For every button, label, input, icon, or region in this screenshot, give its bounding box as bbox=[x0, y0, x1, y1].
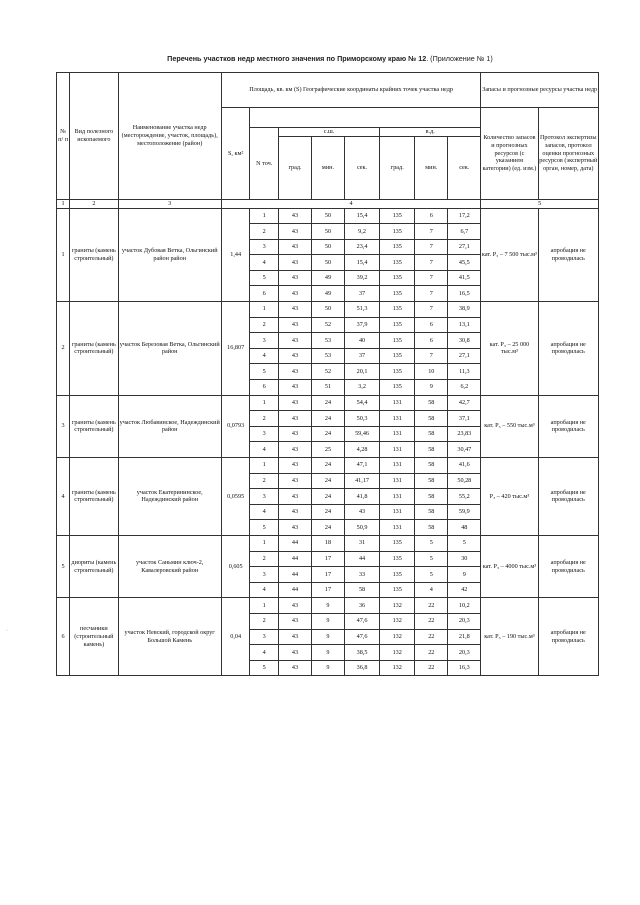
point-number: 2 bbox=[250, 551, 279, 567]
lon-seconds: 17,2 bbox=[448, 208, 481, 224]
lat-minutes: 24 bbox=[311, 458, 344, 474]
lat-degrees: 43 bbox=[279, 411, 312, 427]
site-number: 5 bbox=[57, 535, 70, 597]
lon-seconds: 10,2 bbox=[448, 598, 481, 614]
lon-minutes: 58 bbox=[415, 520, 448, 536]
lon-seconds: 30,8 bbox=[448, 333, 481, 349]
lat-seconds: 59,46 bbox=[344, 426, 379, 442]
header-lon-min: мин. bbox=[415, 136, 448, 199]
lat-minutes: 18 bbox=[311, 535, 344, 551]
lat-seconds: 23,4 bbox=[344, 239, 379, 255]
header-lat-deg: град. bbox=[279, 136, 312, 199]
lat-degrees: 43 bbox=[279, 645, 312, 661]
point-number: 6 bbox=[250, 380, 279, 396]
mineral-type: граниты (камень строительный) bbox=[70, 395, 118, 457]
lat-seconds: 50,9 bbox=[344, 520, 379, 536]
lon-minutes: 58 bbox=[415, 473, 448, 489]
lat-minutes: 9 bbox=[311, 598, 344, 614]
lon-minutes: 22 bbox=[415, 645, 448, 661]
lat-seconds: 40 bbox=[344, 333, 379, 349]
lat-seconds: 50,3 bbox=[344, 411, 379, 427]
lon-degrees: 132 bbox=[380, 613, 415, 629]
lon-minutes: 7 bbox=[415, 239, 448, 255]
point-number: 3 bbox=[250, 239, 279, 255]
lat-degrees: 43 bbox=[279, 255, 312, 271]
lat-seconds: 36,8 bbox=[344, 660, 379, 676]
lon-seconds: 30 bbox=[448, 551, 481, 567]
point-number: 3 bbox=[250, 567, 279, 583]
lon-seconds: 6,2 bbox=[448, 380, 481, 396]
lat-minutes: 24 bbox=[311, 504, 344, 520]
lat-minutes: 52 bbox=[311, 317, 344, 333]
lat-degrees: 43 bbox=[279, 395, 312, 411]
lon-seconds: 20,3 bbox=[448, 613, 481, 629]
lon-minutes: 7 bbox=[415, 270, 448, 286]
lon-seconds: 23,83 bbox=[448, 426, 481, 442]
site-name: участок Саньмин ключ-2, Кавалеровский район bbox=[118, 535, 221, 597]
lat-degrees: 43 bbox=[279, 302, 312, 318]
coordinate-row bbox=[57, 395, 599, 411]
lat-degrees: 43 bbox=[279, 239, 312, 255]
point-number: 3 bbox=[250, 426, 279, 442]
site-name: участок Любавинское, Надеждинский район bbox=[118, 395, 221, 457]
expert-protocol: апробация не проводилась bbox=[538, 395, 599, 457]
header-area-coords: Площадь, кв. км (S) Географические координаты крайних точек участка недр bbox=[221, 73, 480, 108]
header-lat-sec: сек. bbox=[344, 136, 379, 199]
site-area: 0,0793 bbox=[221, 395, 250, 457]
point-number: 5 bbox=[250, 270, 279, 286]
lon-degrees: 135 bbox=[380, 239, 415, 255]
column-number: 4 bbox=[221, 199, 480, 208]
header-lat-min: мин. bbox=[311, 136, 344, 199]
point-number: 1 bbox=[250, 395, 279, 411]
lat-degrees: 43 bbox=[279, 426, 312, 442]
lon-degrees: 135 bbox=[380, 582, 415, 598]
lon-degrees: 131 bbox=[380, 520, 415, 536]
lon-degrees: 131 bbox=[380, 458, 415, 474]
lon-seconds: 30,47 bbox=[448, 442, 481, 458]
mineral-type: граниты (камень строительный) bbox=[70, 208, 118, 302]
lon-degrees: 135 bbox=[380, 348, 415, 364]
site-area: 1,44 bbox=[221, 208, 250, 302]
lon-degrees: 131 bbox=[380, 426, 415, 442]
lon-minutes: 4 bbox=[415, 582, 448, 598]
lon-seconds: 48 bbox=[448, 520, 481, 536]
lat-minutes: 24 bbox=[311, 411, 344, 427]
lon-degrees: 135 bbox=[380, 317, 415, 333]
lat-degrees: 43 bbox=[279, 270, 312, 286]
site-area: 16,807 bbox=[221, 302, 250, 396]
lon-minutes: 22 bbox=[415, 660, 448, 676]
lon-degrees: 135 bbox=[380, 302, 415, 318]
lon-seconds: 38,9 bbox=[448, 302, 481, 318]
point-number: 1 bbox=[250, 458, 279, 474]
lon-minutes: 5 bbox=[415, 551, 448, 567]
lon-seconds: 27,1 bbox=[448, 239, 481, 255]
lon-degrees: 135 bbox=[380, 567, 415, 583]
lat-seconds: 33 bbox=[344, 567, 379, 583]
lon-seconds: 5 bbox=[448, 535, 481, 551]
lon-seconds: 37,1 bbox=[448, 411, 481, 427]
point-number: 3 bbox=[250, 489, 279, 505]
lon-minutes: 7 bbox=[415, 255, 448, 271]
lat-minutes: 51 bbox=[311, 380, 344, 396]
site-name: участок Екатерининское, Надеждинский район bbox=[118, 458, 221, 536]
lat-seconds: 41,8 bbox=[344, 489, 379, 505]
mineral-type: песчаники (строительный камень) bbox=[70, 598, 118, 676]
lat-degrees: 44 bbox=[279, 567, 312, 583]
lat-degrees: 43 bbox=[279, 629, 312, 645]
lon-degrees: 131 bbox=[380, 473, 415, 489]
lon-degrees: 135 bbox=[380, 286, 415, 302]
point-number: 6 bbox=[250, 286, 279, 302]
lat-minutes: 53 bbox=[311, 348, 344, 364]
point-number: 4 bbox=[250, 255, 279, 271]
header-east-lon: в.д. bbox=[380, 128, 481, 137]
lon-seconds: 21,8 bbox=[448, 629, 481, 645]
expert-protocol: апробация не проводилась bbox=[538, 302, 599, 396]
lat-degrees: 43 bbox=[279, 224, 312, 240]
lat-minutes: 50 bbox=[311, 255, 344, 271]
lon-degrees: 131 bbox=[380, 442, 415, 458]
lat-seconds: 37,9 bbox=[344, 317, 379, 333]
lon-seconds: 55,2 bbox=[448, 489, 481, 505]
lon-minutes: 10 bbox=[415, 364, 448, 380]
reserve-amount: кат. Р₃ – 7 500 тыс.м³ bbox=[481, 208, 538, 302]
lat-degrees: 43 bbox=[279, 458, 312, 474]
lat-seconds: 37 bbox=[344, 348, 379, 364]
header-reserves: Запасы и прогнозные ресурсы участка недр bbox=[481, 73, 599, 108]
lat-degrees: 43 bbox=[279, 317, 312, 333]
lat-degrees: 43 bbox=[279, 208, 312, 224]
subsoil-sites-table bbox=[56, 72, 599, 676]
lon-minutes: 58 bbox=[415, 426, 448, 442]
lon-degrees: 135 bbox=[380, 208, 415, 224]
point-number: 2 bbox=[250, 317, 279, 333]
lon-seconds: 6,7 bbox=[448, 224, 481, 240]
sites-body bbox=[57, 208, 599, 676]
lon-minutes: 58 bbox=[415, 442, 448, 458]
lat-minutes: 17 bbox=[311, 551, 344, 567]
lon-minutes: 22 bbox=[415, 629, 448, 645]
lat-degrees: 43 bbox=[279, 380, 312, 396]
lon-minutes: 7 bbox=[415, 348, 448, 364]
header-mineral: Вид полезного ископаемого bbox=[70, 73, 118, 200]
lat-minutes: 50 bbox=[311, 224, 344, 240]
lon-minutes: 58 bbox=[415, 458, 448, 474]
lon-seconds: 20,3 bbox=[448, 645, 481, 661]
point-number: 4 bbox=[250, 582, 279, 598]
lat-seconds: 47,6 bbox=[344, 613, 379, 629]
point-number: 4 bbox=[250, 504, 279, 520]
point-number: 5 bbox=[250, 520, 279, 536]
lon-minutes: 22 bbox=[415, 613, 448, 629]
lat-minutes: 50 bbox=[311, 208, 344, 224]
header-quantity: Количество запасов и прогнозных ресурсов (с указанием категории) (ед. изм.) bbox=[481, 108, 538, 200]
lat-degrees: 44 bbox=[279, 582, 312, 598]
lat-degrees: 43 bbox=[279, 598, 312, 614]
lat-minutes: 50 bbox=[311, 302, 344, 318]
coordinate-row bbox=[57, 208, 599, 224]
lon-degrees: 135 bbox=[380, 535, 415, 551]
point-number: 2 bbox=[250, 613, 279, 629]
site-number: 2 bbox=[57, 302, 70, 396]
lon-seconds: 9 bbox=[448, 567, 481, 583]
reserve-amount: кат. Р₃ – 25 000 тыс.м³ bbox=[481, 302, 538, 396]
point-number: 5 bbox=[250, 364, 279, 380]
lat-seconds: 37 bbox=[344, 286, 379, 302]
coordinate-row bbox=[57, 302, 599, 318]
lat-seconds: 15,4 bbox=[344, 255, 379, 271]
expert-protocol: апробация не проводилась bbox=[538, 458, 599, 536]
lon-minutes: 9 bbox=[415, 380, 448, 396]
lat-seconds: 36 bbox=[344, 598, 379, 614]
point-number: 1 bbox=[250, 208, 279, 224]
lon-seconds: 16,3 bbox=[448, 660, 481, 676]
lat-degrees: 43 bbox=[279, 333, 312, 349]
lon-seconds: 41,6 bbox=[448, 458, 481, 474]
header-protocol: Протокол экспертизы запасов, протокол оценки прогнозных ресурсов (экспертный орган, номер, дата) bbox=[538, 108, 599, 200]
lon-degrees: 132 bbox=[380, 629, 415, 645]
lat-seconds: 44 bbox=[344, 551, 379, 567]
lon-degrees: 135 bbox=[380, 255, 415, 271]
document-title-suffix: . (Приложение № 1) bbox=[426, 54, 493, 63]
lon-seconds: 42,7 bbox=[448, 395, 481, 411]
lat-minutes: 24 bbox=[311, 473, 344, 489]
point-number: 1 bbox=[250, 302, 279, 318]
header-north-lat: с.ш. bbox=[279, 128, 380, 137]
reserve-amount: Р₃ – 420 тыс.м³ bbox=[481, 458, 538, 536]
column-number: 3 bbox=[118, 199, 221, 208]
lat-seconds: 39,2 bbox=[344, 270, 379, 286]
lat-seconds: 38,5 bbox=[344, 645, 379, 661]
lat-minutes: 24 bbox=[311, 395, 344, 411]
header-lon-sec: сек. bbox=[448, 136, 481, 199]
lon-degrees: 135 bbox=[380, 364, 415, 380]
lon-degrees: 131 bbox=[380, 411, 415, 427]
point-number: 3 bbox=[250, 333, 279, 349]
lon-seconds: 13,1 bbox=[448, 317, 481, 333]
point-number: 4 bbox=[250, 645, 279, 661]
lat-minutes: 49 bbox=[311, 286, 344, 302]
expert-protocol: апробация не проводилась bbox=[538, 208, 599, 302]
site-number: 1 bbox=[57, 208, 70, 302]
lon-minutes: 58 bbox=[415, 489, 448, 505]
lat-minutes: 24 bbox=[311, 426, 344, 442]
lat-minutes: 9 bbox=[311, 613, 344, 629]
lat-degrees: 43 bbox=[279, 489, 312, 505]
document-title-main: Перечень участков недр местного значения по Приморскому краю № 12 bbox=[167, 54, 427, 63]
lon-minutes: 6 bbox=[415, 208, 448, 224]
point-number: 4 bbox=[250, 442, 279, 458]
site-number: 4 bbox=[57, 458, 70, 536]
lon-minutes: 58 bbox=[415, 504, 448, 520]
lat-minutes: 24 bbox=[311, 489, 344, 505]
lon-seconds: 16,5 bbox=[448, 286, 481, 302]
lon-degrees: 135 bbox=[380, 224, 415, 240]
coordinate-row bbox=[57, 458, 599, 474]
lon-minutes: 22 bbox=[415, 598, 448, 614]
site-name: участок Невский, городской округ Большой Камень bbox=[118, 598, 221, 676]
lon-degrees: 131 bbox=[380, 489, 415, 505]
lon-degrees: 132 bbox=[380, 645, 415, 661]
lon-degrees: 131 bbox=[380, 395, 415, 411]
lon-degrees: 131 bbox=[380, 504, 415, 520]
lat-minutes: 52 bbox=[311, 364, 344, 380]
header-blank bbox=[250, 108, 481, 128]
lat-degrees: 43 bbox=[279, 520, 312, 536]
lat-minutes: 9 bbox=[311, 629, 344, 645]
site-number: 6 bbox=[57, 598, 70, 676]
lon-minutes: 58 bbox=[415, 411, 448, 427]
reserve-amount: кат. Р₃ – 4000 тыс.м³ bbox=[481, 535, 538, 597]
lat-minutes: 17 bbox=[311, 582, 344, 598]
site-area: 0,04 bbox=[221, 598, 250, 676]
lon-minutes: 58 bbox=[415, 395, 448, 411]
point-number: 3 bbox=[250, 629, 279, 645]
lat-minutes: 9 bbox=[311, 645, 344, 661]
site-name: участок Березовая Ветка, Ольгинский район bbox=[118, 302, 221, 396]
point-number: 4 bbox=[250, 348, 279, 364]
lon-minutes: 5 bbox=[415, 567, 448, 583]
document-title bbox=[60, 54, 600, 63]
point-number: 1 bbox=[250, 598, 279, 614]
lon-seconds: 50,28 bbox=[448, 473, 481, 489]
lat-seconds: 41,17 bbox=[344, 473, 379, 489]
lat-seconds: 47,1 bbox=[344, 458, 379, 474]
header-n-point: N точ. bbox=[250, 128, 279, 200]
column-number: 5 bbox=[481, 199, 599, 208]
lat-seconds: 43 bbox=[344, 504, 379, 520]
site-name: участок Дубовая Ветка, Ольгинский район район bbox=[118, 208, 221, 302]
lat-degrees: 43 bbox=[279, 660, 312, 676]
lat-minutes: 9 bbox=[311, 660, 344, 676]
lon-degrees: 135 bbox=[380, 270, 415, 286]
lat-seconds: 31 bbox=[344, 535, 379, 551]
lon-minutes: 6 bbox=[415, 317, 448, 333]
lon-seconds: 59,9 bbox=[448, 504, 481, 520]
lat-degrees: 43 bbox=[279, 364, 312, 380]
reserve-amount: кат. Р₃ – 550 тыс.м³ bbox=[481, 395, 538, 457]
mineral-type: граниты (камень строительный) bbox=[70, 302, 118, 396]
lat-degrees: 43 bbox=[279, 473, 312, 489]
lat-seconds: 54,4 bbox=[344, 395, 379, 411]
site-area: 0,605 bbox=[221, 535, 250, 597]
lon-degrees: 135 bbox=[380, 333, 415, 349]
header-num: № п/ п bbox=[57, 73, 70, 200]
mineral-type: граниты (камень строительный) bbox=[70, 458, 118, 536]
lon-minutes: 7 bbox=[415, 224, 448, 240]
lat-seconds: 51,3 bbox=[344, 302, 379, 318]
lat-degrees: 43 bbox=[279, 286, 312, 302]
point-number: 2 bbox=[250, 411, 279, 427]
lat-degrees: 44 bbox=[279, 551, 312, 567]
header-s-km2: S, км² bbox=[221, 108, 250, 200]
site-number: 3 bbox=[57, 395, 70, 457]
lat-minutes: 17 bbox=[311, 567, 344, 583]
expert-protocol: апробация не проводилась bbox=[538, 598, 599, 676]
lon-seconds: 11,3 bbox=[448, 364, 481, 380]
column-number: 2 bbox=[70, 199, 118, 208]
column-number: 1 bbox=[57, 199, 70, 208]
lat-minutes: 25 bbox=[311, 442, 344, 458]
lat-minutes: 50 bbox=[311, 239, 344, 255]
header-site-name: Наименование участка недр (месторождение, участок, площадь), местоположение (район) bbox=[118, 73, 221, 200]
point-number: 1 bbox=[250, 535, 279, 551]
lon-seconds: 42 bbox=[448, 582, 481, 598]
lon-degrees: 135 bbox=[380, 380, 415, 396]
lat-seconds: 15,4 bbox=[344, 208, 379, 224]
coordinate-row bbox=[57, 598, 599, 614]
mineral-type: диориты (камень строительный) bbox=[70, 535, 118, 597]
point-number: 5 bbox=[250, 660, 279, 676]
lon-seconds: 41,5 bbox=[448, 270, 481, 286]
point-number: 2 bbox=[250, 473, 279, 489]
lat-minutes: 49 bbox=[311, 270, 344, 286]
lat-seconds: 4,28 bbox=[344, 442, 379, 458]
lon-seconds: 27,1 bbox=[448, 348, 481, 364]
lon-seconds: 45,5 bbox=[448, 255, 481, 271]
lon-minutes: 7 bbox=[415, 302, 448, 318]
lon-minutes: 6 bbox=[415, 333, 448, 349]
lon-degrees: 132 bbox=[380, 598, 415, 614]
expert-protocol: апробация не проводилась bbox=[538, 535, 599, 597]
lon-minutes: 5 bbox=[415, 535, 448, 551]
lat-seconds: 9,2 bbox=[344, 224, 379, 240]
lat-seconds: 58 bbox=[344, 582, 379, 598]
lon-degrees: 135 bbox=[380, 551, 415, 567]
site-area: 0,0595 bbox=[221, 458, 250, 536]
lon-minutes: 7 bbox=[415, 286, 448, 302]
point-number: 2 bbox=[250, 224, 279, 240]
lat-degrees: 43 bbox=[279, 504, 312, 520]
lat-minutes: 24 bbox=[311, 520, 344, 536]
lon-degrees: 132 bbox=[380, 660, 415, 676]
lat-degrees: 43 bbox=[279, 348, 312, 364]
lat-degrees: 44 bbox=[279, 535, 312, 551]
lat-seconds: 47,6 bbox=[344, 629, 379, 645]
coordinate-row bbox=[57, 535, 599, 551]
margin-mark: · bbox=[6, 628, 8, 634]
header-lon-deg: град. bbox=[380, 136, 415, 199]
lat-seconds: 3,2 bbox=[344, 380, 379, 396]
lat-degrees: 43 bbox=[279, 442, 312, 458]
reserve-amount: кат. Р₃ – 190 тыс.м³ bbox=[481, 598, 538, 676]
lat-degrees: 43 bbox=[279, 613, 312, 629]
lat-seconds: 20,1 bbox=[344, 364, 379, 380]
lat-minutes: 53 bbox=[311, 333, 344, 349]
